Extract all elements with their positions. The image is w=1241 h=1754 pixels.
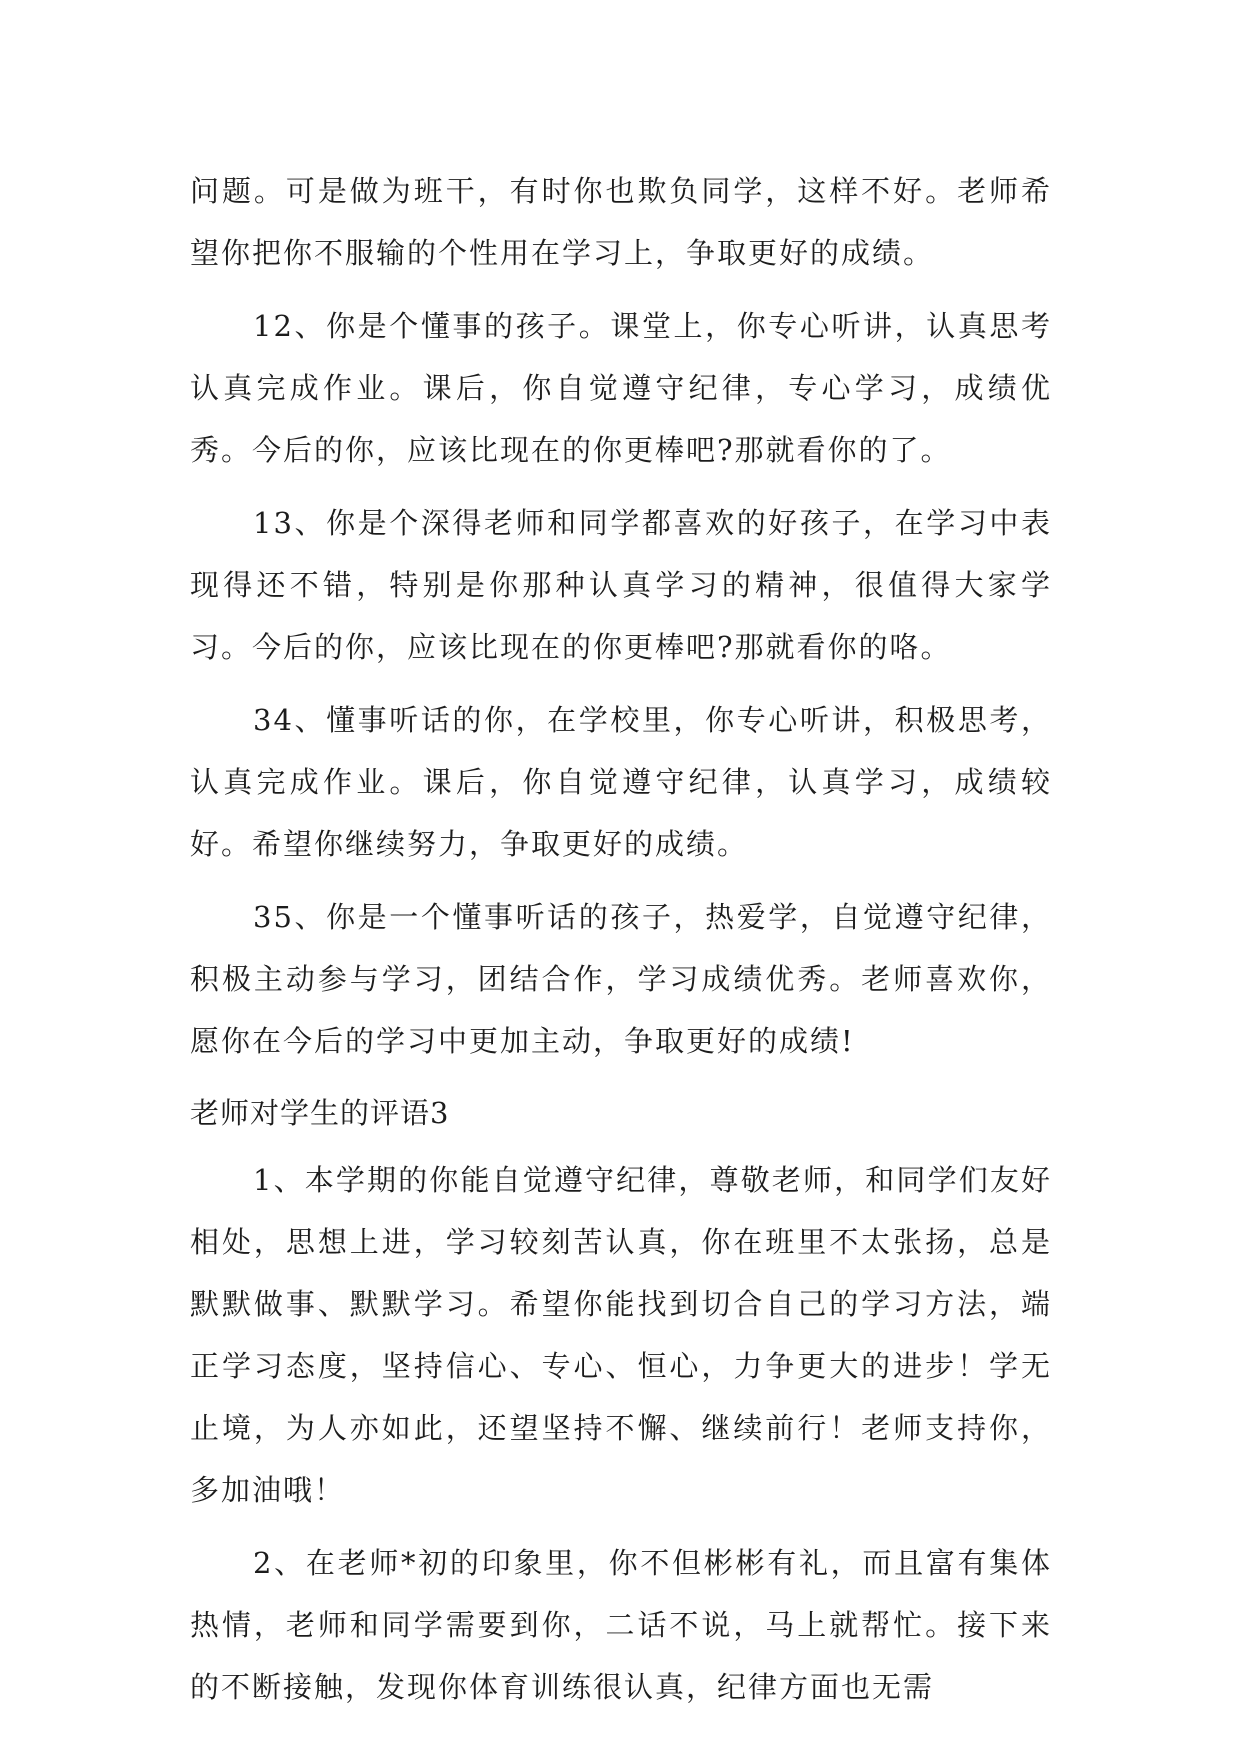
section-heading: 老师对学生的评语3	[190, 1096, 450, 1130]
paragraph-continuation: 问题。可是做为班干，有时你也欺负同学，这样不好。老师希望你把你不服输的个性用在学习上，争取更好的成绩。	[190, 174, 1052, 270]
paragraph-item-13: 13、你是个深得老师和同学都喜欢的好孩子，在学习中表现得还不错，特别是你那种认真学习的精神，很值得大家学习。今后的你，应该比现在的你更棒吧?那就看你的咯。	[190, 506, 1052, 664]
paragraph-item-1: 1、本学期的你能自觉遵守纪律，尊敬老师，和同学们友好相处，思想上进，学习较刻苦认真，你在班里不太张扬，总是默默做事、默默学习。希望你能找到切合自己的学习方法，端正学习态度，坚持信心、专心、恒心，力争更大的进步！学无止境，为人亦如此，还望坚持不懈、继续前行！老师支持你，多加油哦！	[190, 1163, 1052, 1507]
paragraph-item-34: 34、懂事听话的你，在学校里，你专心听讲，积极思考，认真完成作业。课后，你自觉遵守纪律，认真学习，成绩较好。希望你继续努力，争取更好的成绩。	[190, 703, 1052, 861]
paragraph-item-35: 35、你是一个懂事听话的孩子，热爱学，自觉遵守纪律，积极主动参与学习，团结合作，学习成绩优秀。老师喜欢你，愿你在今后的学习中更加主动，争取更好的成绩!	[190, 900, 1052, 1058]
paragraph-item-12: 12、你是个懂事的孩子。课堂上，你专心听讲，认真思考认真完成作业。课后，你自觉遵守纪律，专心学习，成绩优秀。今后的你，应该比现在的你更棒吧?那就看你的了。	[190, 309, 1052, 467]
paragraph-item-2: 2、在老师*初的印象里，你不但彬彬有礼，而且富有集体热情，老师和同学需要到你，二话不说，马上就帮忙。接下来的不断接触，发现你体育训练很认真，纪律方面也无需	[190, 1546, 1052, 1704]
document-body	[190, 160, 1052, 1729]
